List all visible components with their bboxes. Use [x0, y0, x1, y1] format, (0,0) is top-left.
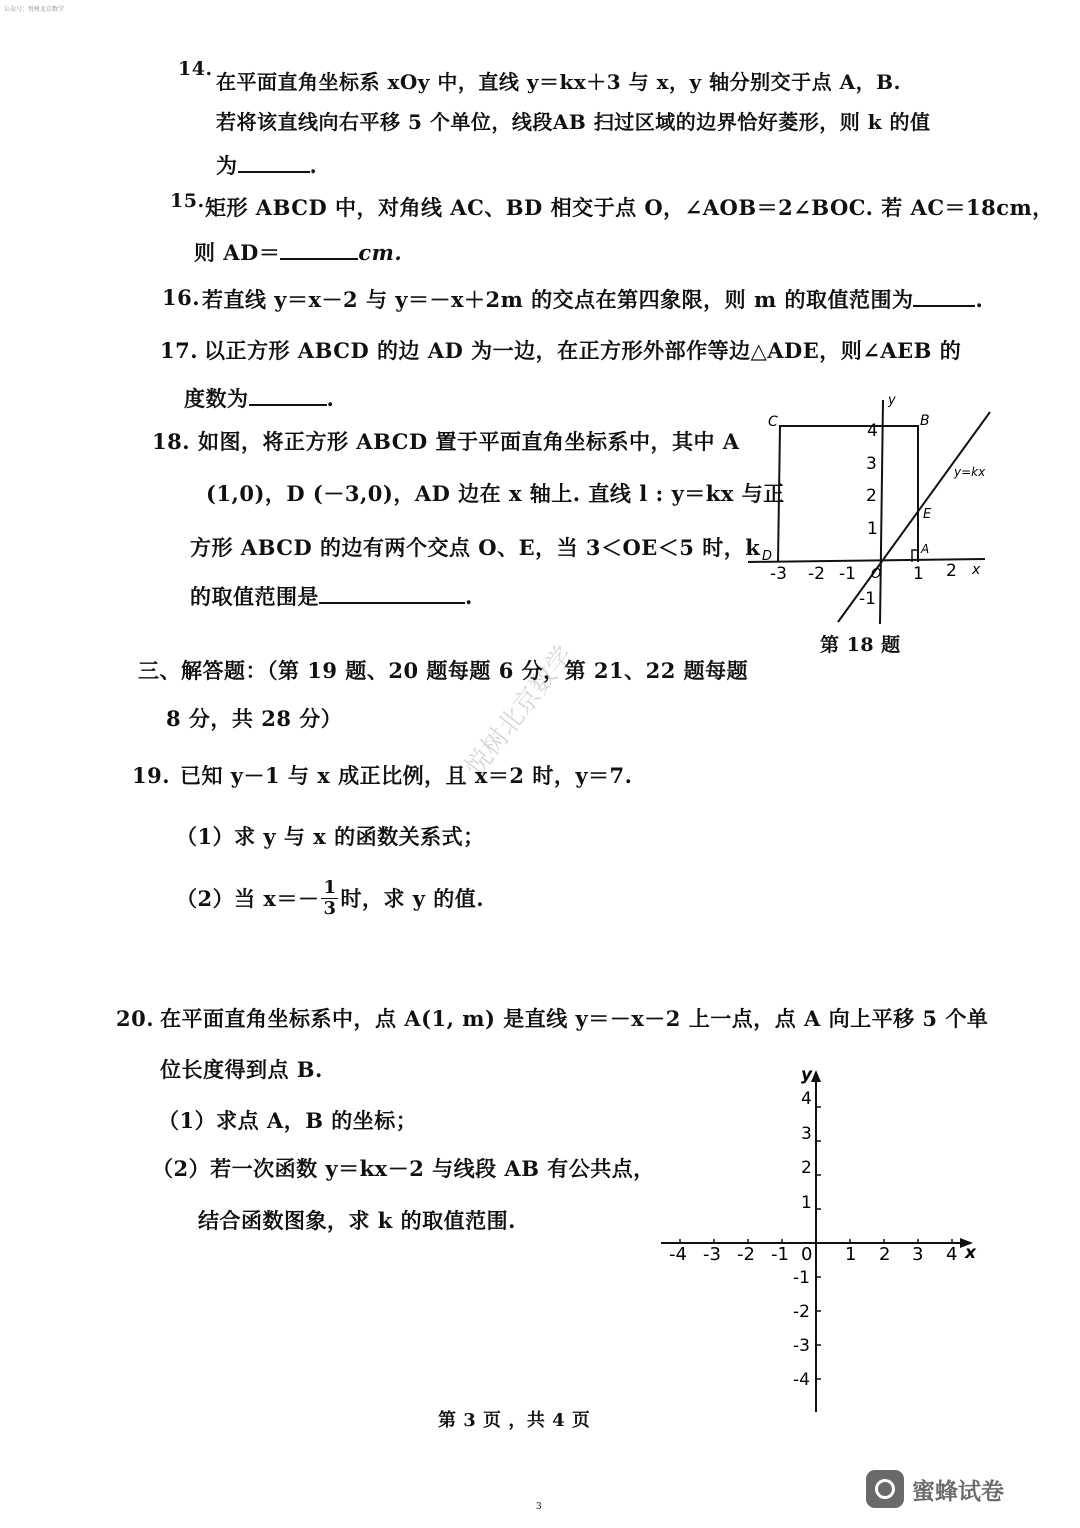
q17-number: 17. — [160, 338, 199, 363]
q18-line3: 方形 ABCD 的边有两个交点 O、E，当 3＜OE＜5 时，k — [190, 535, 761, 560]
q19-part2b: 时，求 y 的值. — [340, 886, 485, 911]
q18-label-y: y — [888, 393, 896, 408]
q16-answer-blank — [913, 287, 975, 307]
q19-part2 — [176, 878, 484, 919]
q18-label-line: y=kx — [954, 465, 986, 479]
q20-ytick-4: 4 — [801, 1089, 812, 1109]
q18-label-e: E — [923, 507, 932, 522]
q18-xtick-n2: -2 — [808, 564, 825, 584]
q18-figure — [740, 392, 1000, 632]
q20-ytick-1: 1 — [801, 1193, 812, 1213]
q18-line4-text: 的取值范围是 — [190, 584, 319, 609]
q20-label-y: y — [801, 1065, 813, 1085]
q17-line2: 度数为 . — [184, 386, 335, 411]
q18-ytick-3: 3 — [866, 454, 877, 474]
brand-text: 蜜蜂试卷 — [912, 1478, 1004, 1505]
q18-ytick-2: 2 — [866, 486, 877, 506]
q19-line1: 已知 y－1 与 x 成正比例，且 x＝2 时，y＝7. — [180, 763, 633, 788]
q17-line1: 以正方形 ABCD 的边 AD 为一边，在正方形外部作等边△ADE，则∠AEB 的 — [204, 338, 962, 363]
bee-logo-icon — [866, 1470, 904, 1508]
q15-answer-blank — [280, 240, 358, 260]
q20-xtick-3: 3 — [912, 1244, 924, 1265]
q18-xtick-n1: -1 — [839, 564, 856, 584]
q18-xtick-2: 2 — [946, 561, 957, 581]
q19-part2a: （2）当 x＝－ — [176, 886, 320, 911]
q20-ytick-n4: -4 — [793, 1370, 810, 1390]
q17-answer-blank — [249, 386, 327, 406]
q20-line1: 在平面直角坐标系中，点 A(1, m) 是直线 y＝－x－2 上一点，点 A 向上平移 5 个单 — [160, 1006, 989, 1031]
q14-number: 14. — [178, 58, 213, 80]
q18-xtick-1: 1 — [913, 564, 924, 584]
q18-label-d: D — [762, 549, 773, 564]
q18-label-c: C — [768, 414, 778, 430]
q20-label-x: x — [965, 1243, 976, 1263]
q18-label-a: A — [921, 542, 930, 556]
q15-line2a: 则 AD＝ — [194, 240, 281, 265]
q20-xtick-n1: -1 — [771, 1244, 789, 1265]
q18-line4: 的取值范围是 . — [190, 584, 473, 609]
brand-logo — [866, 1470, 1004, 1508]
q15-line1: 矩形 ABCD 中，对角线 AC、BD 相交于点 O，∠AOB＝2∠BOC. 若 AC＝18cm， — [205, 195, 1054, 220]
q18-y-axis — [880, 400, 883, 624]
section3-line1: 三、解答题：（第 19 题、20 题每题 6 分，第 21、22 题每题 — [138, 658, 749, 683]
q20-line2: 位长度得到点 B. — [160, 1057, 323, 1082]
q18-number: 18. — [152, 429, 191, 454]
q20-part1: （1）求点 A，B 的坐标； — [158, 1108, 418, 1133]
watermark: 悦树北京数学 — [459, 640, 580, 783]
page-footer: 第 3 页 ，共 4 页 — [438, 1410, 591, 1431]
q16-number: 16. — [162, 285, 201, 310]
q20-ytick-3: 3 — [801, 1124, 812, 1144]
q16-line1: 若直线 y＝x－2 与 y＝－x＋2m 的交点在第四象限，则 m 的取值范围为 . — [202, 287, 984, 312]
q18-answer-blank — [319, 584, 465, 604]
q18-xtick-n3: -3 — [770, 564, 787, 584]
q20-part3: 结合函数图象，求 k 的取值范围. — [198, 1208, 516, 1233]
q20-part2: （2）若一次函数 y＝kx－2 与线段 AB 有公共点， — [152, 1156, 655, 1181]
header-tiny-text: 公众号：悦树北京数学 — [4, 6, 65, 13]
q17-line2-text: 度数为 — [184, 386, 249, 411]
q20-y-arrow — [811, 1070, 821, 1082]
q20-xtick-n4: -4 — [669, 1244, 687, 1265]
q19-frac-den: 3 — [323, 898, 337, 919]
q20-number: 20. — [116, 1006, 155, 1031]
q19-number: 19. — [132, 763, 171, 788]
q15-line2b: cm. — [358, 240, 403, 265]
q18-label-o: O — [871, 567, 882, 582]
q18-ytick-1: 1 — [867, 519, 878, 539]
q20-ytick-2: 2 — [801, 1158, 812, 1178]
q20-label-origin: 0 — [801, 1244, 813, 1265]
q14-line2: 若将该直线向右平移 5 个单位，线段AB 扫过区域的边界恰好菱形，则 k 的值 — [216, 110, 931, 134]
q14-line3-text: 为 — [216, 153, 238, 178]
q18-label-x: x — [972, 562, 981, 578]
q20-ytick-n2: -2 — [793, 1302, 810, 1322]
q18-label-b: B — [920, 413, 930, 429]
q18-line2: (1,0)，D (－3,0)，AD 边在 x 轴上. 直线 l : y＝kx 与正 — [206, 481, 785, 506]
q15-number: 15. — [170, 190, 205, 212]
q20-xtick-1: 1 — [845, 1244, 857, 1265]
q20-xtick-4: 4 — [946, 1244, 958, 1265]
q14-line3: 为 . — [216, 153, 318, 178]
section3-line2: 8 分，共 28 分） — [166, 706, 343, 731]
q14-line1: 在平面直角坐标系 xOy 中，直线 y＝kx＋3 与 x，y 轴分别交于点 A，B. — [216, 70, 901, 94]
q18-ytick-4: 4 — [867, 421, 878, 441]
q19-fraction — [321, 878, 338, 919]
q20-xtick-2: 2 — [879, 1244, 891, 1265]
q18-ytick-n1: -1 — [859, 589, 876, 609]
q20-ytick-n3: -3 — [793, 1336, 810, 1356]
q15-line2 — [194, 240, 402, 263]
q19-part1: （1）求 y 与 x 的函数关系式； — [176, 824, 485, 849]
q20-ytick-n1: -1 — [793, 1268, 810, 1288]
q18-caption: 第 18 题 — [820, 634, 901, 656]
q19-frac-num: 1 — [323, 877, 337, 898]
q16-line1-text: 若直线 y＝x－2 与 y＝－x＋2m 的交点在第四象限，则 m 的取值范围为 — [202, 287, 914, 312]
q20-xtick-n3: -3 — [703, 1244, 721, 1265]
page-number: 3 — [536, 1502, 543, 1512]
q14-answer-blank — [238, 153, 310, 173]
q20-coordinate-plane — [655, 1062, 985, 1422]
q18-line1: 如图，将正方形 ABCD 置于平面直角坐标系中，其中 A — [198, 429, 740, 454]
q20-xtick-n2: -2 — [737, 1244, 755, 1265]
